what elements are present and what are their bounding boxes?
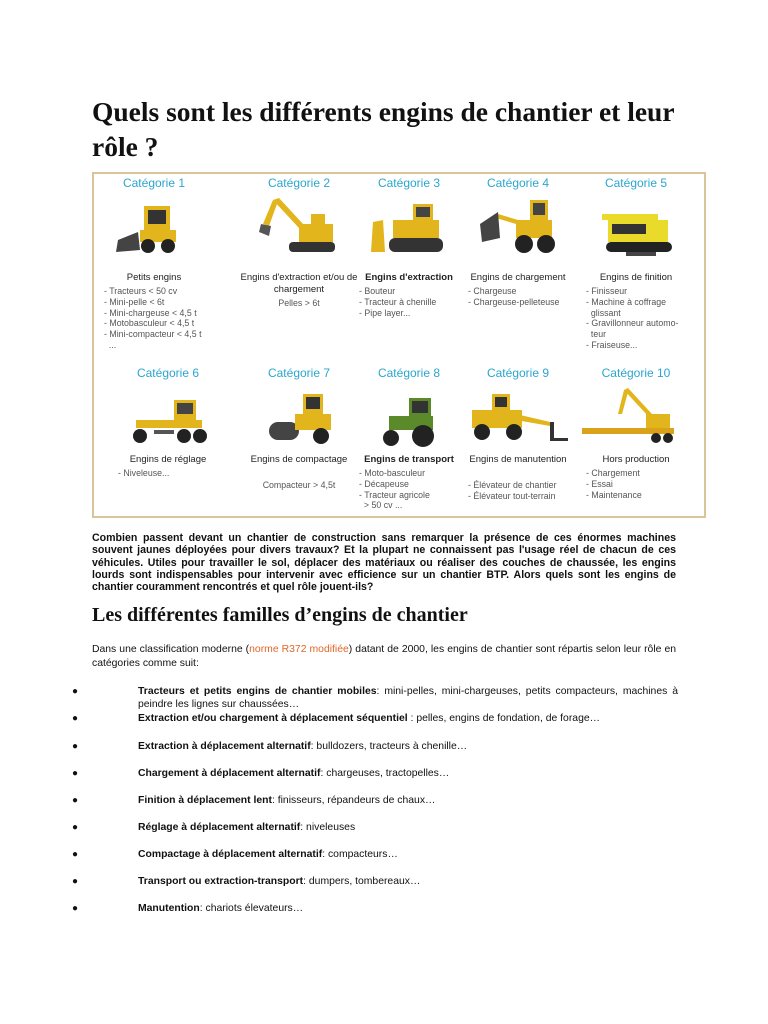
category-item: - Bouteur <box>359 286 396 296</box>
category-label: Catégorie 7 <box>267 366 331 380</box>
list-item-text <box>138 685 678 711</box>
category-item: - Finisseur <box>586 286 628 296</box>
category-item: - Tracteur à chenille <box>359 296 437 307</box>
category-name: Petits engins <box>126 272 182 283</box>
category-item: - Motobasculeur < 4,5 t <box>104 318 195 329</box>
category-item: - Tracteurs < 50 cv <box>104 286 178 296</box>
category-item: - Pipe layer... <box>359 307 411 318</box>
list-item <box>72 685 682 711</box>
bullet-icon: ● <box>72 768 79 779</box>
category-item: - Chargement <box>586 468 640 478</box>
list-item-text <box>138 821 678 834</box>
category-item: - Maintenance <box>586 489 642 500</box>
list-item-text <box>138 740 678 753</box>
bullet-icon: ● <box>72 795 79 806</box>
category-label: Catégorie 10 <box>601 366 671 380</box>
category-items <box>586 468 698 500</box>
category-item: Pelles > 6t <box>278 298 320 308</box>
category-item: - Fraiseuse... <box>586 339 638 350</box>
category-item: Compacteur > 4,5t <box>262 480 336 490</box>
tractor-icon <box>369 390 449 452</box>
paver-finisher-icon <box>596 200 676 262</box>
classification-paragraph <box>92 643 676 671</box>
list-item-bold: Réglage à déplacement alternatif <box>138 822 301 833</box>
categories-infographic <box>92 172 706 518</box>
wheel-loader-icon <box>478 194 558 256</box>
category-item: ... <box>104 339 117 350</box>
list-item-rest: : chargeuses, tractopelles… <box>320 768 450 779</box>
list-item-rest: : pelles, engins de fondation, de forage… <box>407 713 601 724</box>
list-item-bold: Transport ou extraction-transport <box>138 876 304 887</box>
category-3 <box>349 174 469 346</box>
category-name: Engins de compactage <box>250 454 348 465</box>
excavator-icon <box>259 194 339 256</box>
category-item: - Mini-pelle < 6t <box>104 296 165 307</box>
category-4 <box>458 174 578 346</box>
list-item-rest: : dumpers, tombereaux… <box>303 876 421 887</box>
category-item: - Tracteur agricole <box>359 489 430 500</box>
bulldozer-icon <box>369 196 449 258</box>
list-item-rest: : niveleuses <box>300 822 356 833</box>
category-label: Catégorie 1 <box>122 176 186 190</box>
category-5 <box>576 174 696 350</box>
category-items <box>468 286 580 308</box>
list-item-bold: Manutention <box>138 903 200 914</box>
list-item-text <box>138 848 678 861</box>
category-item: - Chargeuse <box>468 286 517 296</box>
category-name: Engins de chargement <box>470 272 566 283</box>
category-name: Engins d'extraction <box>365 272 453 283</box>
list-item-bold: Tracteurs et petits engins de chantier mobiles <box>138 686 377 697</box>
list-item-bold: Extraction et/ou chargement à déplacement séquentiel <box>138 713 408 724</box>
norme-link[interactable]: norme R372 modifiée <box>249 644 349 655</box>
category-items <box>239 298 359 309</box>
list-item-text <box>138 767 678 780</box>
category-name: Engins d'extraction et/ou de chargement <box>240 272 358 295</box>
category-8 <box>349 364 469 514</box>
page-title: Quels sont les différents engins de chantier et leur rôle ? <box>92 96 675 162</box>
list-item-text <box>138 712 678 725</box>
grader-icon <box>128 390 208 452</box>
category-item: - Gravillonneur automo- <box>586 318 679 329</box>
bullet-icon: ● <box>72 903 79 914</box>
category-item: - Décapeuse <box>359 478 409 489</box>
category-item: - Élévateur tout-terrain <box>468 490 556 501</box>
category-items <box>359 468 471 511</box>
category-item: - Élévateur de chantier <box>468 480 557 490</box>
bullet-icon: ● <box>72 876 79 887</box>
category-10 <box>576 364 696 514</box>
list-item-rest: : mini-pelles, mini-chargeuses, petits compacteurs, machines à peindre les lignes sur chaussées… <box>138 686 678 710</box>
category-label: Catégorie 3 <box>377 176 441 190</box>
telehandler-icon <box>466 386 570 448</box>
bullet-icon: ● <box>72 713 79 724</box>
intro-paragraph: Combien passent devant un chantier de construction sans remarquer la présence de ces énormes machines souvent jaunes déployées pour divers travaux? Et la plupart ne connaissent pas l'usage réel de chacun de ces véhicules. Utiles pour travailler le sol, déplacer des matériaux ou réaliser des couches de chaussée, les engins lourds sont indispensables pour intervenir avec efficience sur un chantier BTP. Alors quels sont les engins de chantier couramment rencontrés et quel rôle jouent-ils? <box>92 532 676 594</box>
category-name: Engins de finition <box>599 272 673 283</box>
para-text-after: ) datant de 2000, les engins de chantier sont répartis selon leur rôle en catégories comme suit: <box>92 644 677 669</box>
list-item-rest: : bulldozers, tracteurs à chenille… <box>310 741 468 752</box>
category-label: Catégorie 6 <box>136 366 200 380</box>
list-item-bold: Extraction à déplacement alternatif <box>138 741 311 752</box>
list-item-text <box>138 902 678 915</box>
list-item-bold: Compactage à déplacement alternatif <box>138 849 323 860</box>
bullet-icon: ● <box>72 822 79 833</box>
category-name: Hors production <box>602 454 670 465</box>
category-item: - Mini-compacteur < 4,5 t <box>104 329 202 340</box>
category-item: glissant <box>586 307 621 318</box>
category-6 <box>108 364 228 514</box>
compactor-roller-icon <box>259 388 339 450</box>
category-1 <box>94 174 214 350</box>
category-item: - Moto-basculeur <box>359 468 426 478</box>
category-name: Engins de transport <box>364 454 454 465</box>
list-item-bold: Chargement à déplacement alternatif <box>138 768 321 779</box>
category-item: - Machine à coffrage <box>586 296 667 307</box>
category-label: Catégorie 9 <box>486 366 550 380</box>
section-title: Les différentes familles d’engins de chantier <box>92 604 468 626</box>
category-item: teur <box>586 329 607 340</box>
list-item-text <box>138 794 678 807</box>
bullet-icon: ● <box>72 849 79 860</box>
category-item: - Chargeuse-pelleteuse <box>468 296 560 307</box>
category-items <box>468 480 580 502</box>
skid-steer-loader-icon <box>114 196 194 258</box>
category-name: Engins de réglage <box>129 454 207 465</box>
list-item-text <box>138 875 678 888</box>
category-label: Catégorie 8 <box>377 366 441 380</box>
category-9 <box>458 364 578 514</box>
bullet-icon: ● <box>72 741 79 752</box>
category-7 <box>239 364 359 514</box>
bullet-icon: ● <box>72 686 79 697</box>
category-items <box>118 468 230 479</box>
category-item: - Essai <box>586 478 613 489</box>
category-items <box>104 286 216 351</box>
category-items <box>359 286 471 318</box>
transport-trailer-icon <box>576 384 686 446</box>
category-2 <box>239 174 359 346</box>
category-label: Catégorie 5 <box>604 176 668 190</box>
list-item-rest: : finisseurs, répandeurs de chaux… <box>271 795 436 806</box>
category-label: Catégorie 4 <box>486 176 550 190</box>
category-item: > 50 cv ... <box>359 500 403 511</box>
category-label: Catégorie 2 <box>267 176 331 190</box>
category-items <box>586 286 698 351</box>
list-item-rest: : chariots élevateurs… <box>199 903 304 914</box>
category-item: - Niveleuse... <box>118 468 170 478</box>
category-items <box>239 480 359 491</box>
list-item-rest: : compacteurs… <box>322 849 398 860</box>
category-name: Engins de manutention <box>469 454 567 465</box>
category-item: - Mini-chargeuse < 4,5 t <box>104 307 197 318</box>
para-text-before: Dans une classification moderne ( <box>92 644 250 655</box>
list-item-bold: Finition à déplacement lent <box>138 795 272 806</box>
